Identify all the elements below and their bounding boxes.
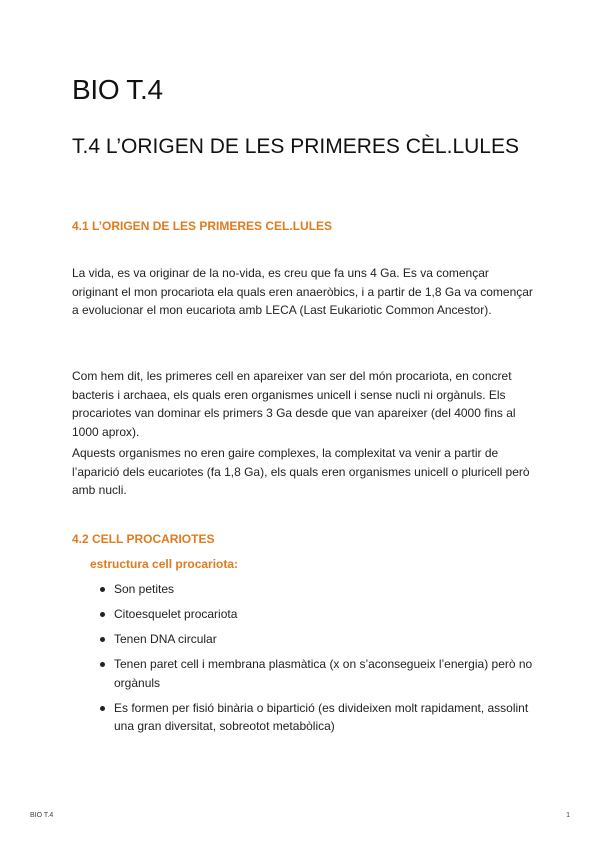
- paragraph-origin-life: La vida, es va originar de la no-vida, es creu que fa uns 4 Ga. Es va començar originant el mon procariota ela quals eren anaeròbics, i a partir de 1,8 Ga va començar a evolucionar el mon eucariota amb LECA (Last Eukariotic Common Ancestor).: [72, 266, 533, 317]
- list-item-text: Tenen paret cell i membrana plasmàtica (x on s’aconsegueix l’energia) però no orgànuls: [114, 657, 533, 690]
- list-item-text: Citoesquelet procariota: [114, 607, 238, 621]
- paragraph-eukaryotes: Aquests organismes no eren gaire complexes, la complexitat va venir a partir de l’aparició dels eucariotes (fa 1,8 Ga), els quals eren organismes unicell o pluricell però amb nucli.: [72, 446, 530, 497]
- footer-document-name: BIO T.4: [30, 812, 54, 819]
- list-item-text: Tenen DNA circular: [114, 632, 217, 646]
- list-item: [98, 630, 538, 649]
- bullet-dot-icon: [100, 637, 105, 642]
- paragraph-first-cells: Com hem dit, les primeres cell en apareixer van ser del món procariota, en concret bacteris i archaea, els quals eren organismes unicell i sense nucli ni orgànuls. Els procariotes van dominar els primers 3 Ga desde que van apareixer (del 4000 fins al 1000 aprox).: [72, 369, 516, 439]
- bullet-dot-icon: [100, 706, 105, 711]
- chapter-title: T.4 L’ORIGEN DE LES PRIMERES CÈL.LULES: [72, 135, 519, 158]
- footer-page-number: 1: [566, 812, 570, 819]
- subheading-structure: estructura cell procariota:: [90, 557, 239, 571]
- list-item: [98, 699, 538, 736]
- list-item: [98, 605, 538, 624]
- section-heading-4-2: 4.2 CELL PROCARIOTES: [72, 532, 215, 546]
- section-heading-4-1: 4.1 L’ORIGEN DE LES PRIMERES CEL.LULES: [72, 219, 333, 233]
- list-item-text: Son petites: [114, 582, 175, 596]
- bullet-dot-icon: [100, 662, 105, 667]
- list-item: [98, 580, 538, 599]
- list-item: [98, 655, 538, 692]
- bullet-dot-icon: [100, 612, 105, 617]
- bullet-list: [98, 580, 538, 742]
- list-item-text: Es formen per fisió binària o bipartició (es divideixen molt rapidament, assolint una gran diversitat, sobreotot metabòlica): [114, 700, 529, 733]
- bullet-dot-icon: [100, 587, 105, 592]
- document-title: BIO T.4: [72, 74, 163, 105]
